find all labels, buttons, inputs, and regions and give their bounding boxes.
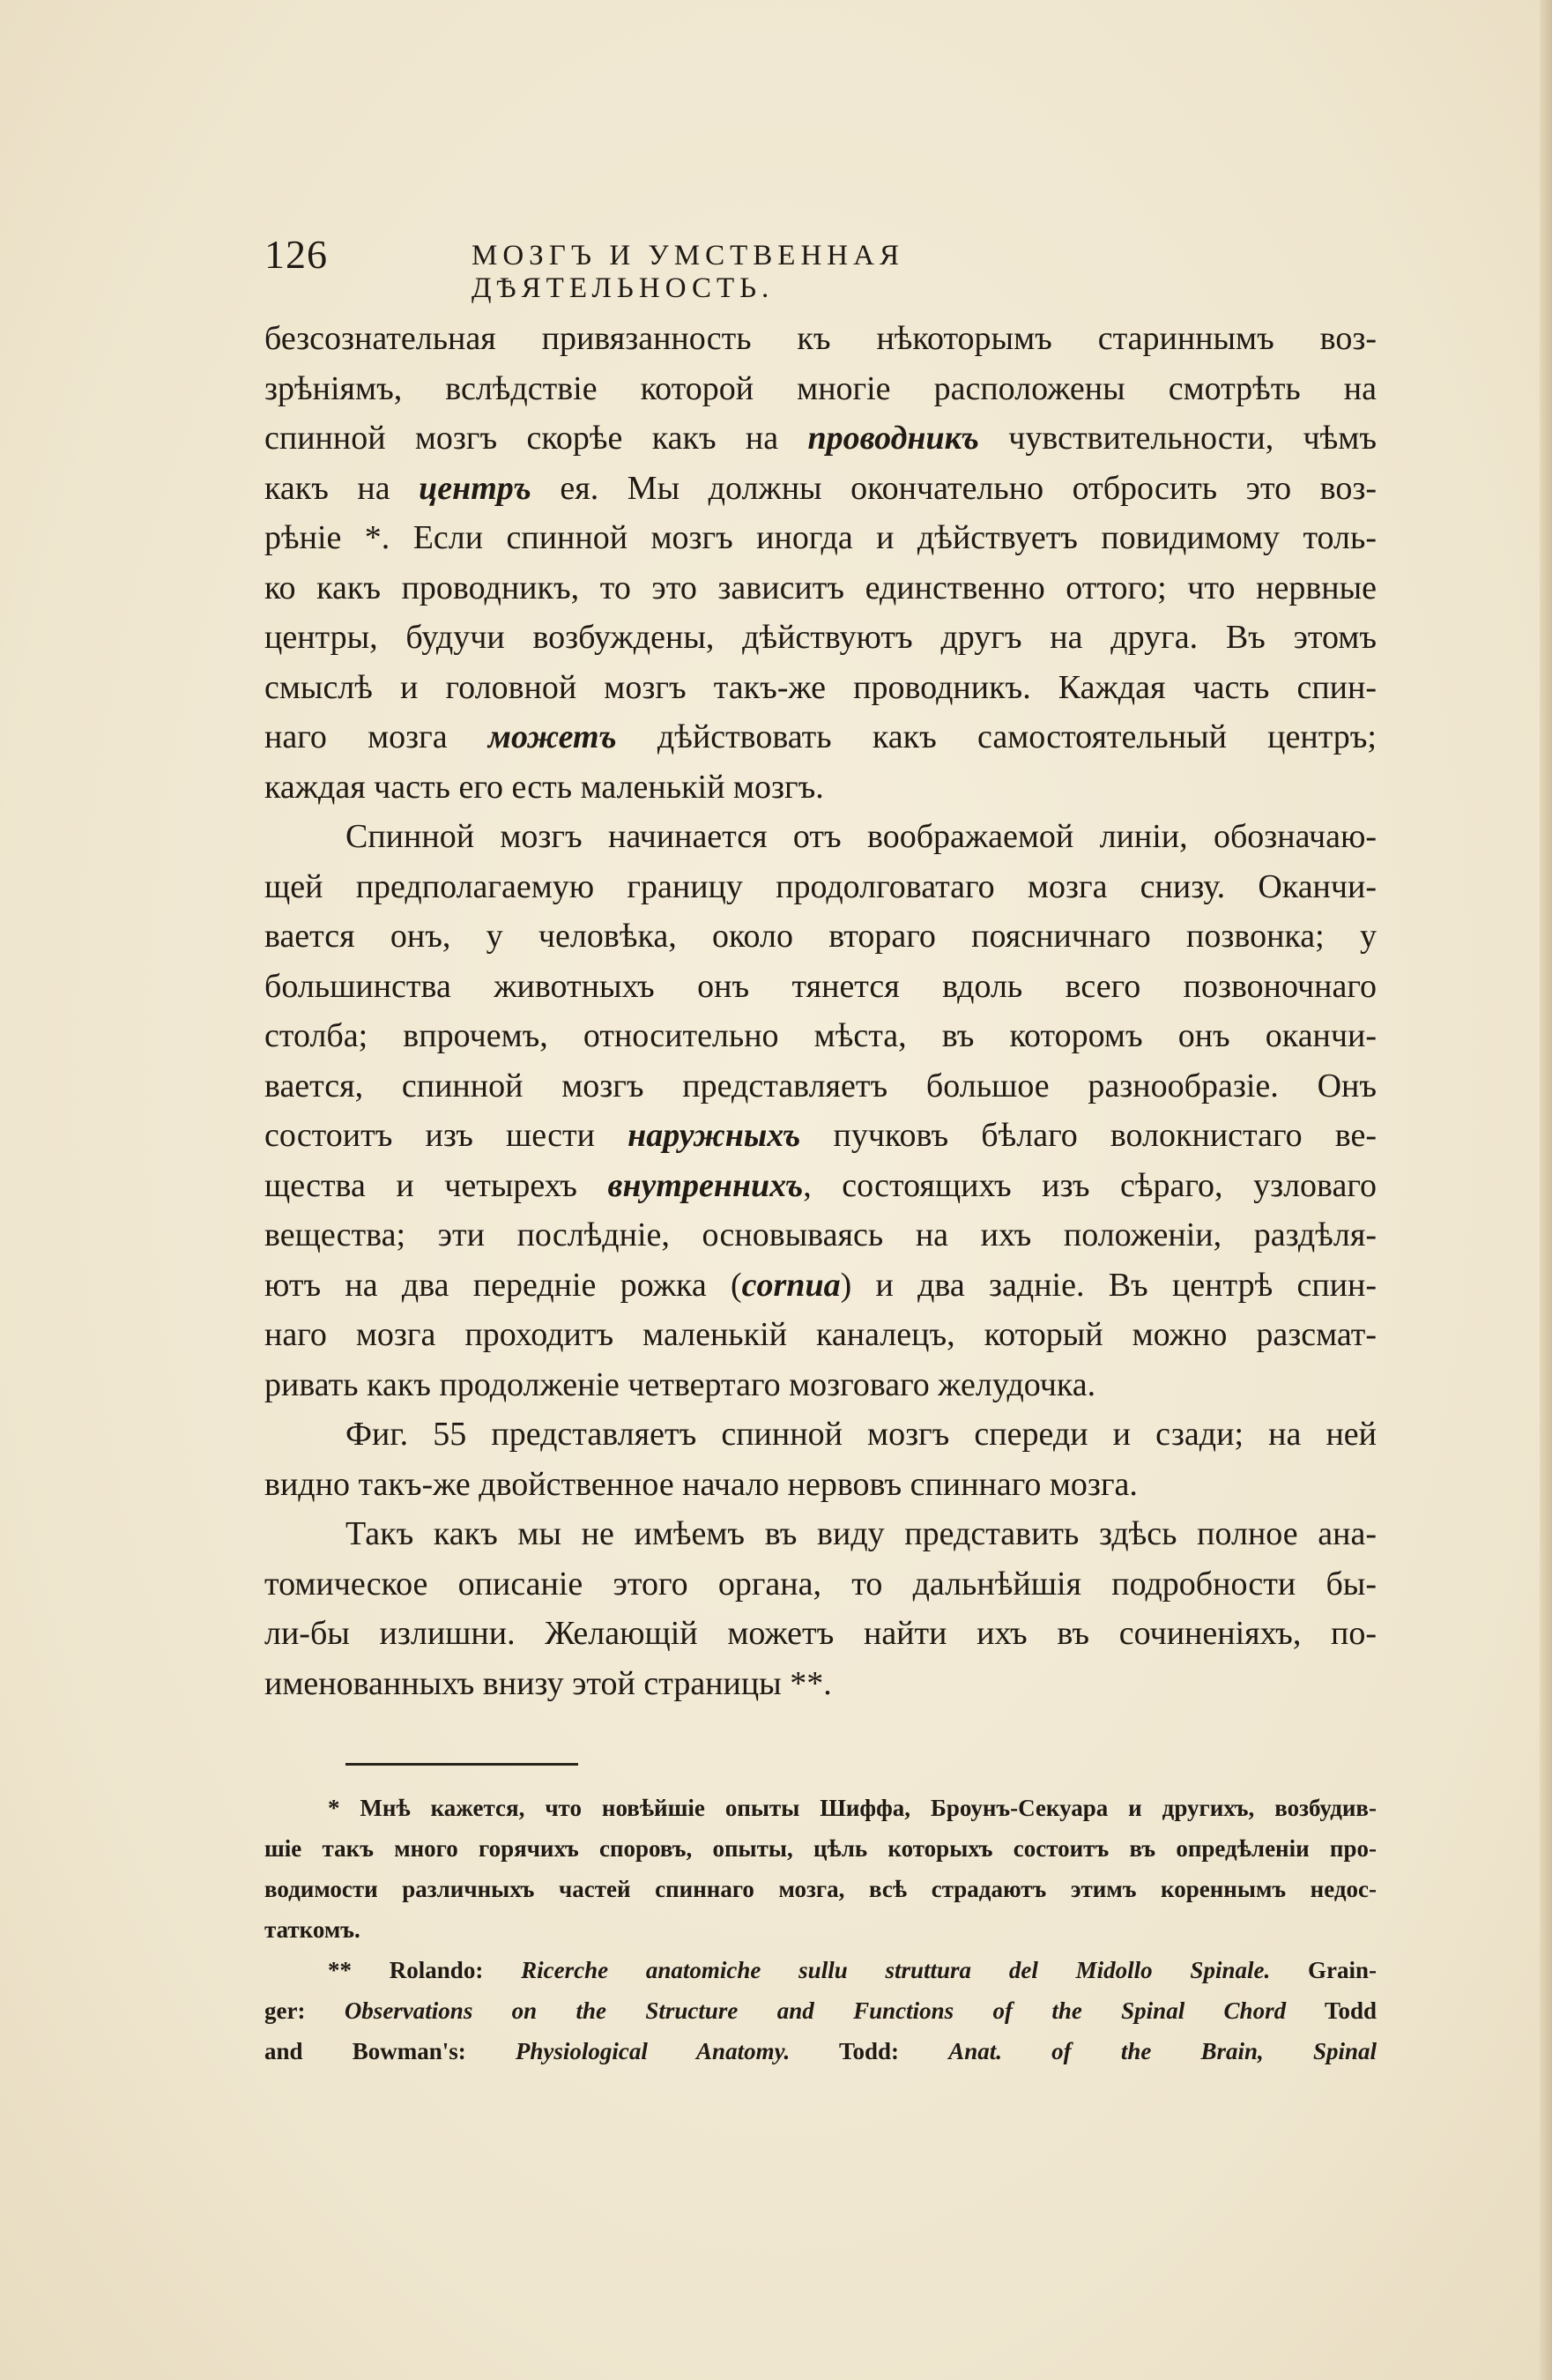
- italic-text: Physiological Anatomy.: [515, 2038, 791, 2064]
- text-run: шіе такъ много горячихъ споровъ, опыты, цѣль которыхъ состоитъ въ опредѣленіи про-: [264, 1835, 1377, 1862]
- text-line: [264, 1210, 1377, 1261]
- text-run: спинной мозгъ скорѣе какъ на: [264, 420, 808, 457]
- footnote-line: [264, 1788, 1377, 1828]
- italic-text: cornua: [741, 1266, 841, 1304]
- footnote-divider: [345, 1763, 578, 1766]
- footnote-line: [264, 1909, 1377, 1950]
- text-line: [264, 1360, 1377, 1410]
- main-text: [264, 314, 1377, 1708]
- running-title: МОЗГЪ И УМСТВЕННАЯ ДѢЯТЕЛЬНОСТЬ.: [472, 240, 904, 304]
- text-run: and Bowman's:: [264, 2038, 516, 2064]
- text-line: [264, 1559, 1377, 1610]
- text-run: * Мнѣ кажется, что новѣйшіе опыты Шиффа, Броунъ-Секуара и другихъ, возбудив-: [328, 1795, 1377, 1821]
- text-line: [264, 1509, 1377, 1559]
- text-run: центры, будучи возбуждены, дѣйствуютъ другъ на друга. Въ этомъ: [264, 619, 1377, 656]
- italic-text: проводникъ: [807, 420, 979, 457]
- text-run: видно такъ-же двойственное начало нервовъ спиннаго мозга.: [264, 1465, 1138, 1503]
- page-header: [264, 231, 1199, 304]
- text-run: вается, спинной мозгъ представляетъ большое разнообразіе. Онъ: [264, 1067, 1377, 1104]
- footnote-line: [264, 2031, 1377, 2071]
- page-number: 126: [264, 232, 328, 277]
- text-line: [264, 1261, 1377, 1311]
- text-line: [264, 1061, 1377, 1112]
- text-run: Такъ какъ мы не имѣемъ въ виду представить здѣсь полное ана-: [345, 1515, 1377, 1552]
- text-run: пучковъ бѣлаго волокнистаго ве-: [800, 1117, 1377, 1154]
- text-line: [264, 413, 1377, 464]
- text-line: [264, 1011, 1377, 1061]
- text-run: именованныхъ внизу этой страницы **.: [264, 1664, 832, 1702]
- page-edge: [1540, 0, 1552, 2380]
- text-run: состоитъ изъ шести: [264, 1117, 628, 1154]
- text-line: [264, 1659, 1377, 1709]
- text-line: [264, 613, 1377, 663]
- footnote-line: [264, 1950, 1377, 1990]
- italic-text: можетъ: [487, 718, 617, 755]
- italic-text: центръ: [419, 469, 531, 507]
- text-line: [264, 464, 1377, 514]
- text-run: ) и два задніе. Въ центрѣ спин-: [840, 1266, 1377, 1304]
- italic-text: Anat. of the Brain, Spinal: [948, 2038, 1377, 2064]
- text-line: [264, 762, 1377, 813]
- text-run: наго мозга: [264, 718, 488, 755]
- text-run: безсознательная привязанность къ нѣкоторымъ стариннымъ воз-: [264, 320, 1377, 357]
- text-run: водимости различныхъ частей спиннаго мозга, всѣ страдаютъ этимъ кореннымъ недос-: [264, 1876, 1377, 1902]
- text-line: [264, 314, 1377, 364]
- text-line: [264, 513, 1377, 563]
- text-run: Todd:: [790, 2038, 949, 2064]
- text-run: рѣніе *. Если спинной мозгъ иногда и дѣйствуетъ повидимому толь-: [264, 519, 1377, 556]
- text-line: [264, 1409, 1377, 1460]
- text-line: [264, 712, 1377, 762]
- text-run: ** Rolando:: [328, 1957, 522, 1983]
- text-run: щества и четырехъ: [264, 1166, 608, 1204]
- text-line: [264, 1609, 1377, 1659]
- text-run: ея. Мы должны окончательно отбросить это воз-: [531, 469, 1377, 507]
- text-run: ютъ на два передніе рожка (: [264, 1266, 742, 1304]
- text-run: Фиг. 55 представляетъ спинной мозгъ спереди и сзади; на ней: [345, 1416, 1377, 1453]
- text-line: [264, 812, 1377, 862]
- text-run: вается онъ, у человѣка, около втораго поясничнаго позвонка; у: [264, 918, 1377, 955]
- text-line: [264, 364, 1377, 414]
- text-line: [264, 1111, 1377, 1161]
- footnote-line: [264, 1828, 1377, 1869]
- footnote-line: [264, 1990, 1377, 2031]
- text-line: [264, 862, 1377, 912]
- text-run: ger:: [264, 1997, 345, 2024]
- text-line: [264, 563, 1377, 614]
- text-line: [264, 911, 1377, 962]
- text-run: ко какъ проводникъ, то это зависитъ единственно оттого; что нервные: [264, 569, 1377, 606]
- text-run: , состоящихъ изъ сѣраго, узловаго: [803, 1166, 1377, 1204]
- text-line: [264, 962, 1377, 1012]
- text-run: таткомъ.: [264, 1916, 360, 1943]
- text-run: ли-бы излишни. Желающій можетъ найти ихъ въ сочиненіяхъ, по-: [264, 1615, 1377, 1652]
- text-run: ривать какъ продолженіе четвертаго мозговаго желудочка.: [264, 1365, 1096, 1403]
- text-run: чувствительности, чѣмъ: [978, 420, 1377, 457]
- text-run: Grain-: [1270, 1957, 1377, 1983]
- text-run: Спинной мозгъ начинается отъ воображаемой линіи, обозначаю-: [345, 818, 1377, 855]
- footnote-line: [264, 1869, 1377, 1909]
- italic-text: Observations on the Structure and Functions of the Spinal Chord: [344, 1997, 1287, 2024]
- text-line: [264, 1460, 1377, 1510]
- text-line: [264, 1161, 1377, 1211]
- text-run: каждая часть его есть маленькій мозгъ.: [264, 768, 824, 806]
- text-run: смыслѣ и головной мозгъ такъ-же проводникъ. Каждая часть спин-: [264, 668, 1377, 706]
- footnotes: [264, 1788, 1377, 2071]
- text-run: Todd: [1286, 1997, 1377, 2024]
- text-line: [264, 1310, 1377, 1360]
- italic-text: Ricerche anatomiche sullu struttura del Midollo Spinale.: [521, 1957, 1271, 1983]
- text-run: томическое описаніе этого органа, то дальнѣйшія подробности бы-: [264, 1565, 1377, 1603]
- text-run: большинства животныхъ онъ тянется вдоль всего позвоночнаго: [264, 967, 1377, 1005]
- italic-text: внутреннихъ: [607, 1166, 804, 1204]
- text-run: зрѣніямъ, вслѣдствіе которой многіе расположены смотрѣть на: [264, 369, 1377, 407]
- text-run: какъ на: [264, 469, 420, 507]
- text-run: столба; впрочемъ, относительно мѣста, въ которомъ онъ оканчи-: [264, 1017, 1377, 1054]
- text-run: дѣйствовать какъ самостоятельный центръ;: [616, 718, 1377, 755]
- italic-text: наружныхъ: [627, 1117, 801, 1154]
- text-line: [264, 663, 1377, 713]
- text-run: вещества; эти послѣдніе, основываясь на ихъ положеніи, раздѣля-: [264, 1216, 1377, 1253]
- text-run: щей предполагаемую границу продолговатаго мозга снизу. Оканчи-: [264, 867, 1377, 905]
- text-run: наго мозга проходитъ маленькій каналецъ, который можно разсмат-: [264, 1316, 1377, 1353]
